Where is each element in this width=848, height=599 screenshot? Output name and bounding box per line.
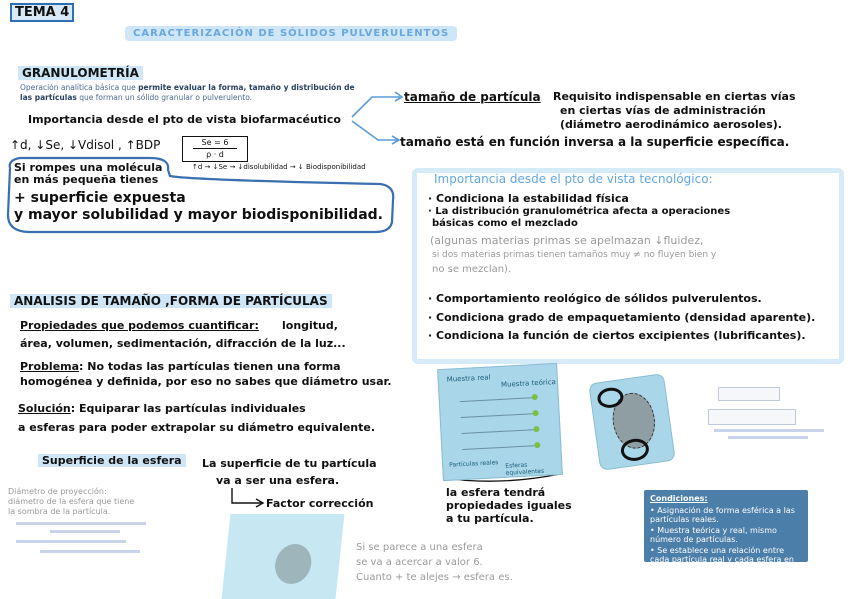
definition-bold: permite evaluar la forma, tamaño y distribución de las partículas xyxy=(20,83,355,102)
definition-post: que forman un sólido granular o pulverulento. xyxy=(76,93,253,102)
tec-note-1: (algunas materias primas se apelmazan ↓fluidez, xyxy=(430,234,704,247)
formula-slide-right xyxy=(678,373,836,445)
tec-item-2b: básicas como el mezclado xyxy=(432,218,578,229)
esfera-note-line-1: la esfera tendrá xyxy=(446,486,546,499)
formula-box xyxy=(182,136,248,162)
solucion-text-1: : Equiparar las partículas individuales xyxy=(70,402,306,415)
condiciones-b1-text: Asignación de forma esférica a las partículas reales. xyxy=(650,506,795,524)
solucion-text-2: a esferas para poder extrapolar su diámetro equivalente. xyxy=(18,421,376,434)
parece-line-2: se va a acercar a valor 6. xyxy=(356,557,483,568)
sphere-projection-image xyxy=(222,514,345,599)
factor-correccion: Factor corrección xyxy=(266,497,374,510)
muestra-teorica-label: Muestra teórica xyxy=(500,378,557,389)
problema-label: Problema xyxy=(20,360,80,373)
proyeccion-note xyxy=(8,487,134,517)
tec-note-3: no se mezclan). xyxy=(432,264,512,275)
condiciones-bullet-1: • Asignación de forma esférica a las partículas reales. xyxy=(650,506,795,524)
propiedades-text-2: área, volumen, sedimentación, difracción de la luz... xyxy=(20,337,346,350)
tec-item-2: · La distribución granulométrica afecta a operaciones xyxy=(428,206,731,217)
parece-esfera-note xyxy=(356,540,513,585)
proyeccion-line-1: Diámetro de proyección: xyxy=(8,487,107,496)
proyeccion-line-2: diámetro de la esfera que tiene xyxy=(8,497,135,506)
propiedades-text-1: longitud, xyxy=(282,319,338,332)
tamano-particula-label: tamaño de partícula xyxy=(404,90,541,104)
tec-item-5: · Condiciona la función de ciertos excipientes (lubrificantes). xyxy=(428,329,806,342)
superficie-text-2: va a ser una esfera. xyxy=(216,474,340,487)
bubble-line-4: y mayor solubilidad y mayor biodisponibilidad. xyxy=(14,207,383,223)
esfera-note xyxy=(446,486,572,525)
condiciones-bullet-2: • Muestra teórica y real, mismo número de partículas. xyxy=(650,526,777,544)
tema-label: TEMA 4 xyxy=(10,3,74,22)
bubble-line-3: + superficie expuesta xyxy=(14,190,186,206)
tamano-req-3: (diámetro aerodinámico aerosoles). xyxy=(560,118,782,131)
propiedades-label: Propiedades que podemos cuantificar: xyxy=(20,319,259,332)
superficie-text-1: La superficie de tu partícula xyxy=(202,457,377,470)
parece-line-3: Cuanto + te alejes → esfera es. xyxy=(356,572,513,583)
condiciones-bullet-3: • Se establece una relación entre cada partícula real y cada esfera en función de una serie de propiedades. xyxy=(650,546,799,573)
condiciones-b3-text: Se establece una relación entre cada partícula real y cada esfera en función de una serie de propiedades. xyxy=(650,546,799,573)
problema-text-1: : No todas las partículas tienen una forma xyxy=(79,360,341,373)
formula-snippet-left xyxy=(10,518,160,563)
tec-item-3: · Comportamiento reológico de sólidos pulverulentos. xyxy=(428,292,762,305)
tamano-req-1: Requisito indispensable en ciertas vías xyxy=(553,90,796,103)
page-title: CARACTERIZACIÓN DE SÓLIDOS PULVERULENTOS xyxy=(125,26,457,41)
muestra-real-label: Muestra real xyxy=(446,373,491,384)
solucion-label: Solución xyxy=(18,402,71,415)
importancia-biofarmaceutico: Importancia desde el pto de vista biofarmacéutico xyxy=(28,113,341,126)
small-arrows-line: ↑d → ↓Se → ↓disolubilidad → ↓ Biodisponibilidad xyxy=(192,163,366,171)
particle-shadow-image xyxy=(588,373,676,471)
condiciones-title: Condiciones: xyxy=(650,494,708,503)
esfera-note-line-2: propiedades iguales xyxy=(446,499,572,512)
tecnologico-heading: Importancia desde el pto de vista tecnológico: xyxy=(434,172,713,186)
tec-item-1: · Condiciona la estabilidad física xyxy=(428,192,629,205)
arrows-line: ↑d, ↓Se, ↓Vdisol , ↑BDP xyxy=(10,138,161,152)
tamano-req-2: en ciertas vías de administración xyxy=(560,104,766,117)
granulometria-heading: GRANULOMETRÍA xyxy=(18,66,143,80)
tec-note-2: si dos materias primas tienen tamaños muy ≠ no fluyen bien y xyxy=(432,250,717,260)
problema-line-1 xyxy=(20,360,341,373)
analisis-heading: ANALISIS DE TAMAÑO ,FORMA DE PARTÍCULAS xyxy=(10,294,332,308)
esferas-equivalentes-image xyxy=(437,363,563,481)
bubble-line-2: en más pequeña tienes xyxy=(14,173,159,186)
solucion-line-1 xyxy=(18,402,306,415)
esferas-equivalentes-label: Esferas equivalentes xyxy=(505,461,545,477)
tamano-inverse: tamaño está en función inversa a la superficie específica. xyxy=(400,135,790,149)
formula-top: Se = 6 xyxy=(193,137,237,149)
superficie-label: Superficie de la esfera xyxy=(38,454,186,467)
definition-pre: Operación analítica básica que xyxy=(20,83,139,92)
condiciones-slide xyxy=(644,490,808,573)
proyeccion-line-3: la sombra de la partícula. xyxy=(8,507,111,516)
parece-line-1: Si se parece a una esfera xyxy=(356,542,483,553)
condiciones-b2-text: Muestra teórica y real, mismo número de partículas. xyxy=(650,526,777,544)
particulas-reales-label: Partículas reales xyxy=(449,459,499,469)
problema-text-2: homogénea y definida, por eso no sabes que diámetro usar. xyxy=(20,375,392,388)
esfera-note-line-3: a tu partícula. xyxy=(446,512,534,525)
granulometria-definition xyxy=(20,83,360,103)
bubble-line-1: Si rompes una molécula xyxy=(14,161,163,174)
tec-item-4: · Condiciona grado de empaquetamiento (densidad aparente). xyxy=(428,311,816,324)
formula-bottom: ρ · d xyxy=(206,150,224,159)
